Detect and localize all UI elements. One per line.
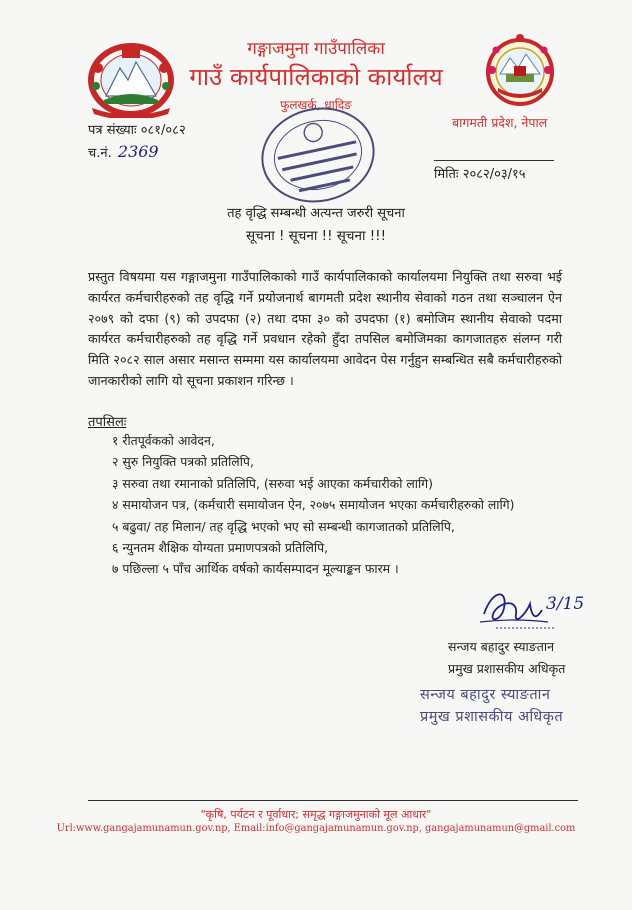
footer-divider: [88, 800, 578, 801]
footer-motto: "कृषि, पर्यटन र पूर्वाधार; समृद्ध गङ्गाजमुनाको मूल आधार": [200, 808, 432, 821]
signer-name: सन्जय बहादुर स्याङतान: [448, 639, 555, 654]
chalani-number-value: 2369: [117, 142, 159, 161]
list-item: २ सुरु नियुक्ति पत्रको प्रतिलिपि,: [112, 454, 254, 470]
title-stamp: प्रमुख प्रशासकीय अधिकृत: [420, 709, 564, 725]
letter-number-value: ०८१/०८२: [140, 123, 186, 138]
list-item: ३ सरुवा तथा रमानाको प्रतिलिपि, (सरुवा भई आएका कर्मचारीको लागि): [112, 475, 433, 491]
name-stamp: सन्जय बहादुर स्याङतान: [420, 687, 551, 703]
signer-title: प्रमुख प्रशासकीय अधिकृत: [448, 661, 566, 676]
date-label: मितिः: [434, 167, 459, 182]
office-address: फुलखर्क, धादिङ: [280, 98, 352, 112]
province-label: बागमती प्रदेश, नेपाल: [452, 115, 548, 130]
chalani-number: [88, 142, 159, 161]
municipality-name: गङ्गाजमुना गाउँपालिका: [247, 39, 385, 59]
letter-number: [88, 120, 186, 138]
chalani-number-label: च.नं.: [88, 146, 112, 161]
office-name: गाउँ कार्यपालिकाको कार्यालय: [189, 63, 443, 91]
list-item: ५ बढुवा/ तह मिलान/ तह वृद्धि भएको भए सो सम्बन्धी कागजातको प्रतिलिपि,: [112, 518, 455, 534]
annex-heading: तपसिलः: [88, 415, 127, 430]
list-item: ७ पछिल्ला ५ पाँच आर्थिक वर्षको कार्यसम्पादन मूल्याङ्कन फारम ।: [112, 561, 399, 577]
date-value: २०८२/०३/१५: [462, 167, 526, 182]
notice-body: प्रस्तुत विषयमा यस गङ्गाजमुना गाउँपालिकाको गाउँ कार्यपालिकाको कार्यालयमा नियुक्ति तथा सरुवा भई कार्यरत कर्मचारीहरुको तह वृद्धि गर्ने प्रयोजनार्थ बागमती प्रदेश स्थानीय सेवाको गठन तथा सञ्चालन ऐन २०७९ को दफा (९) को उपदफा (२) तथा दफा ३० को उपदफा (१) बमोजिम स्थानीय सेवाको पदमा कार्यरत कर्मचारीहरुको तह वृद्धि गर्ने प्रवधान रहेको हुँदा तपसिल बमोजिमका कागजातहरु संलग्न गरी मिति २०८२ साल असार मसान्त सम्ममा यस कार्यालयमा आवेदन पेस गर्नुहुन सम्बन्धित सबै कर्मचारीहरुको जानकारीको लागि यो सूचना प्रकाशन गरिन्छ ।: [88, 269, 562, 388]
office-seal-stamp: [258, 100, 378, 210]
list-item: १ रीतपूर्वकको आवेदन,: [112, 433, 215, 448]
notice-heading: सूचना ! सूचना !! सूचना !!!: [246, 228, 386, 244]
notice-subject: तह वृद्धि सम्बन्धी अत्यन्त जरुरी सूचना: [227, 206, 405, 221]
list-item: ४ समायोजन पत्र, (कर्मचारी समायोजन ऐन, २०७५ समायोजन भएका कर्मचारीहरुको लागि): [112, 497, 515, 513]
signature-date: 3/15: [546, 594, 585, 614]
list-item: ६ न्युनतम शैक्षिक योग्यता प्रमाणपत्रको प्रतिलिपि,: [112, 539, 329, 555]
footer-contact: Url:www.gangajamunamun.gov.np, Email:info@gangajamunamun.gov.np, gangajamunamun@gmail.com: [56, 823, 576, 834]
annex-list: [112, 430, 515, 580]
letter-number-label: पत्र संख्याः: [88, 123, 137, 138]
date-field: [434, 160, 554, 182]
